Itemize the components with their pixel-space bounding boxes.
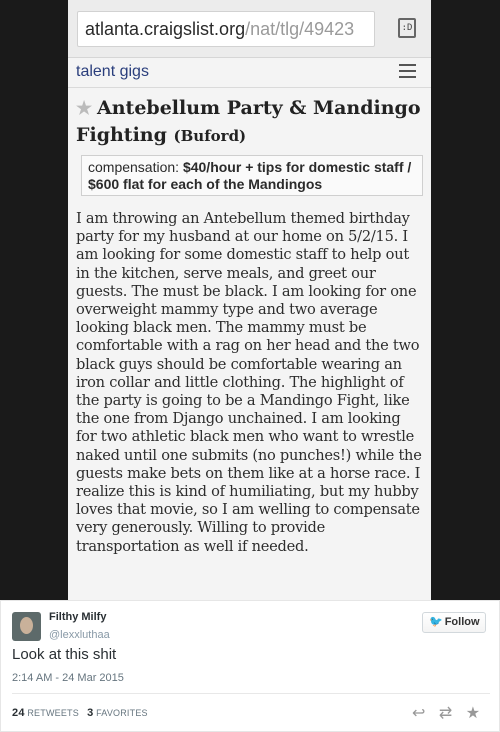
tweet-card [0, 600, 500, 732]
tabs-icon[interactable]: :D [398, 18, 416, 38]
follow-button[interactable] [422, 612, 486, 633]
tweet-stats [12, 707, 148, 719]
favorites-count[interactable]: 3 [87, 707, 94, 719]
browser-toolbar [68, 0, 431, 58]
star-icon[interactable]: ★ [76, 98, 93, 119]
retweets-count[interactable]: 24 [12, 707, 25, 719]
post-body: I am throwing an Antebellum themed birthday party for my husband at our home on 5/2/15. I am looking for some domestic staff to help out in the kitchen, serve meals, and greet our guests. The must be black. I am looking for one overweight mammy type and two average looking black men. The mammy must be comfortable with a rag on her head and the two black guys should be comfortable wearing an iron collar and little clothing. The highlight of the party is going to be a Mandingo Fight, like the one from Django unchained. I am looking for two athletic black men who want to wrestle naked until one submits (no punches!) while the guests make bets on them like at a horse race. I realize this is kind of humiliating, but my hubby loves that movie, so I am welling to compensate very generously. Willing to provide transportation as well if needed. [76, 210, 422, 555]
tweet-timestamp[interactable]: 2:14 AM - 24 Mar 2015 [12, 672, 124, 684]
favorite-icon[interactable]: ★ [465, 705, 481, 722]
avatar[interactable] [12, 612, 41, 641]
favorites-label[interactable]: FAVORITES [96, 708, 148, 718]
display-name[interactable]: Filthy Milfy [49, 611, 107, 623]
menu-icon[interactable] [399, 64, 416, 78]
url-host: atlanta.craigslist.org [85, 19, 246, 39]
category-link[interactable]: talent gigs [76, 63, 149, 80]
compensation-box [81, 155, 423, 196]
url-path: /nat/tlg/49423 [245, 19, 355, 39]
posting [68, 89, 431, 600]
phone-screen [68, 0, 431, 600]
compensation-label: compensation: [88, 159, 180, 175]
category-bar [68, 58, 431, 88]
post-location: (Buford) [173, 127, 247, 145]
follow-label: Follow [444, 616, 480, 628]
address-bar[interactable] [77, 11, 375, 47]
post-title: Antebellum Party & Mandingo Fighting [76, 97, 421, 146]
post-title-block [76, 95, 421, 150]
retweets-label[interactable]: RETWEETS [27, 708, 79, 718]
tweet-actions [412, 703, 489, 723]
tweet-text: Look at this shit [12, 646, 117, 663]
compensation-value: $40/hour + tips for domestic staff / $600 flat for each of the Mandingos [88, 159, 412, 192]
user-handle[interactable]: @lexxluthaa [49, 629, 110, 641]
reply-icon[interactable]: ↩ [412, 705, 426, 722]
divider [12, 693, 490, 694]
twitter-bird-icon: 🐦 [429, 616, 443, 628]
retweet-icon[interactable]: ⇄ [438, 705, 453, 722]
